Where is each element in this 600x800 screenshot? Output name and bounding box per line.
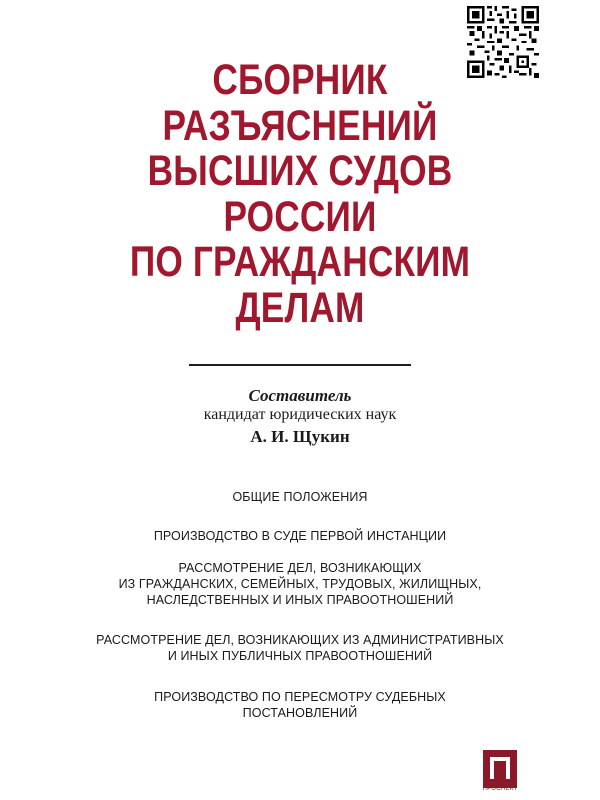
section-line: ОБЩИЕ ПОЛОЖЕНИЯ [232,490,368,504]
section-civil-cases [0,561,600,608]
section-line: НАСЛЕДСТВЕННЫХ И ИНЫХ ПРАВООТНОШЕНИЙ [146,592,454,607]
section-administrative-cases [0,633,600,665]
section-review-proceedings [0,690,600,722]
section-line: РАССМОТРЕНИЕ ДЕЛ, ВОЗНИКАЮЩИХ [178,561,422,575]
section-line: ПРОИЗВОДСТВО ПО ПЕРЕСМОТРУ СУДЕБНЫХ [154,690,446,704]
book-title [54,58,546,331]
title-line: ВЫСШИХ СУДОВ [147,147,453,195]
title-line: РОССИИ [223,192,377,241]
title-line: СБОРНИК [212,56,388,104]
publisher-logo-text: ПРОСПЕКТ [482,786,518,792]
compiler-degree: кандидат юридических наук [203,406,397,423]
section-line: ИЗ ГРАЖДАНСКИХ, СЕМЕЙНЫХ, ТРУДОВЫХ, ЖИЛИЩНЫХ, [118,576,482,591]
section-line: ПРОИЗВОДСТВО В СУДЕ ПЕРВОЙ ИНСТАНЦИИ [153,529,447,543]
title-line: ПО ГРАЖДАНСКИМ [129,238,471,286]
section-line: И ИНЫХ ПУБЛИЧНЫХ ПРАВООТНОШЕНИЙ [167,648,433,663]
compiler-role: Составитель [248,386,352,405]
title-line: ДЕЛАМ [235,283,365,332]
compiler-name: А. И. Щукин [250,427,350,446]
title-line: РАЗЪЯСНЕНИЙ [162,101,438,150]
section-first-instance [0,529,600,545]
section-line: РАССМОТРЕНИЕ ДЕЛ, ВОЗНИКАЮЩИХ ИЗ АДМИНИСТРАТИВНЫХ [96,633,504,647]
divider [189,364,411,366]
section-general-provisions [0,490,600,506]
section-line: ПОСТАНОВЛЕНИЙ [242,705,358,720]
